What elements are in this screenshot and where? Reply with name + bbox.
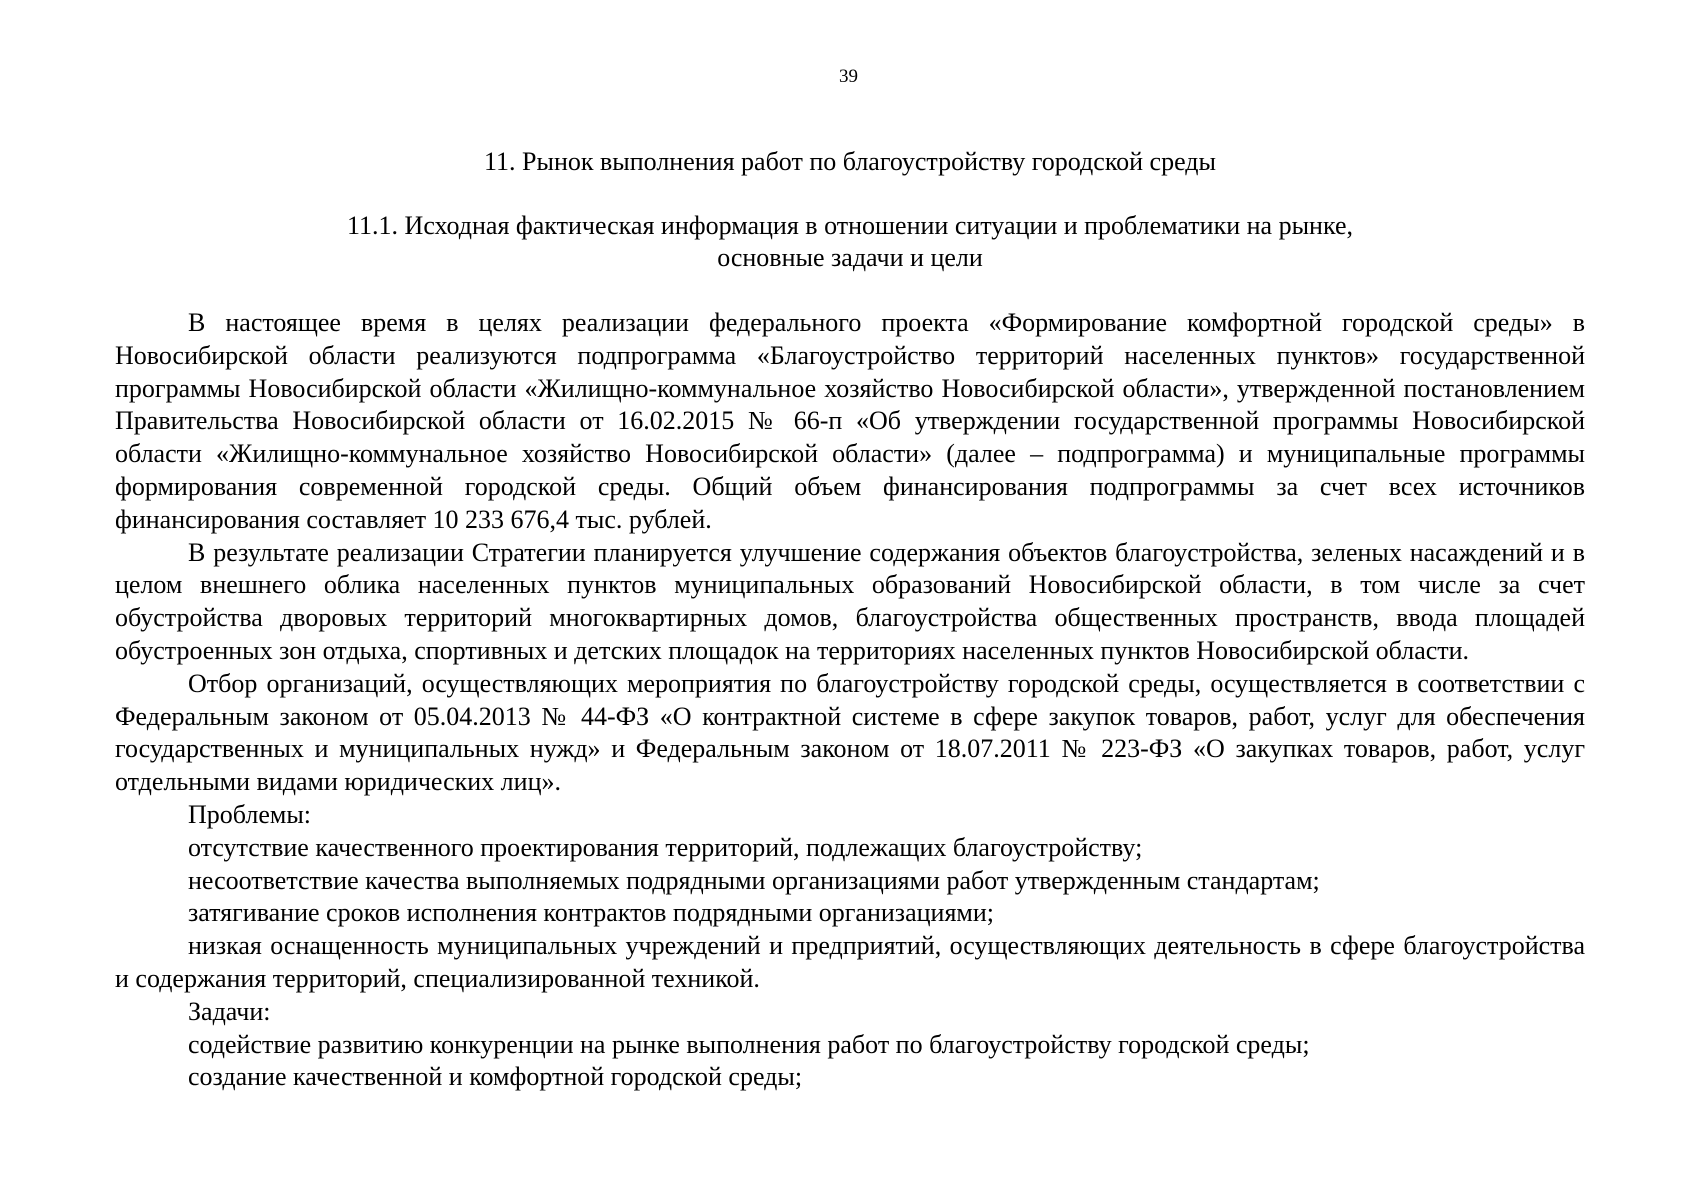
section-title: 11. Рынок выполнения работ по благоустройству городской среды: [484, 147, 1216, 176]
task-item: создание качественной и комфортной городской среды;: [188, 1062, 803, 1092]
problem-item: затягивание сроков исполнения контрактов подрядными организациями;: [188, 898, 994, 928]
body-text: [115, 307, 1585, 1094]
problem-item: несоответствие качества выполняемых подрядными организациями работ утвержденным стандартам;: [188, 865, 1320, 895]
problems-label: Проблемы:: [188, 799, 312, 829]
subsection-title: [115, 210, 1585, 274]
subsection-title-line-1: 11.1. Исходная фактическая информация в отношении ситуации и проблематики на рынке,: [347, 211, 1353, 240]
paragraph: В результате реализации Стратегии планируется улучшение содержания объектов благоустройства, зеленых насаждений и в целом внешнего облика населенных пунктов муниципальных образований Новосибирской области, в том числе за счет обустройства дворовых территорий многоквартирных домов, благоустройства общественных пространств, ввода площадей обустроенных зон отдыха, спортивных и детских площадок на территориях населенных пунктов Новосибирской области.: [115, 537, 1585, 665]
page-number: 39: [839, 66, 858, 87]
task-item: содействие развитию конкуренции на рынке выполнения работ по благоустройству городской среды;: [188, 1029, 1310, 1059]
subsection-title-line-2: основные задачи и цели: [717, 243, 983, 272]
tasks-label: Задачи:: [188, 996, 271, 1026]
problem-item: низкая оснащенность муниципальных учреждений и предприятий, осуществляющих деятельность в сфере благоустройства и содержания территорий, специализированной техникой.: [115, 931, 1585, 993]
paragraph: Отбор организаций, осуществляющих мероприятия по благоустройству городской среды, осуществляется в соответствии с Федеральным законом от 05.04.2013 № 44-ФЗ «О контрактной системе в сфере закупок товаров, работ, услуг для обеспечения государственных и муниципальных нужд» и Федеральным законом от 18.07.2011 № 223-ФЗ «О закупках товаров, работ, услуг отдельными видами юридических лиц».: [115, 668, 1585, 797]
problem-item: отсутствие качественного проектирования территорий, подлежащих благоустройству;: [188, 832, 1143, 862]
paragraph: В настоящее время в целях реализации федерального проекта «Формирование комфортной городской среды» в Новосибирской области реализуются подпрограмма «Благоустройство территорий населенных пунктов» государственной программы Новосибирской области «Жилищно-коммунальное хозяйство Новосибирской области», утвержденной постановлением Правительства Новосибирской области от 16.02.2015 № 66-п «Об утверждении государственной программы Новосибирской области «Жилищно-коммунальное хозяйство Новосибирской области» (далее – подпрограмма) и муниципальные программы формирования современной городской среды. Общий объем финансирования подпрограммы за счет всех источников финансирования составляет 10 233 676,4 тыс. рублей.: [115, 308, 1585, 534]
